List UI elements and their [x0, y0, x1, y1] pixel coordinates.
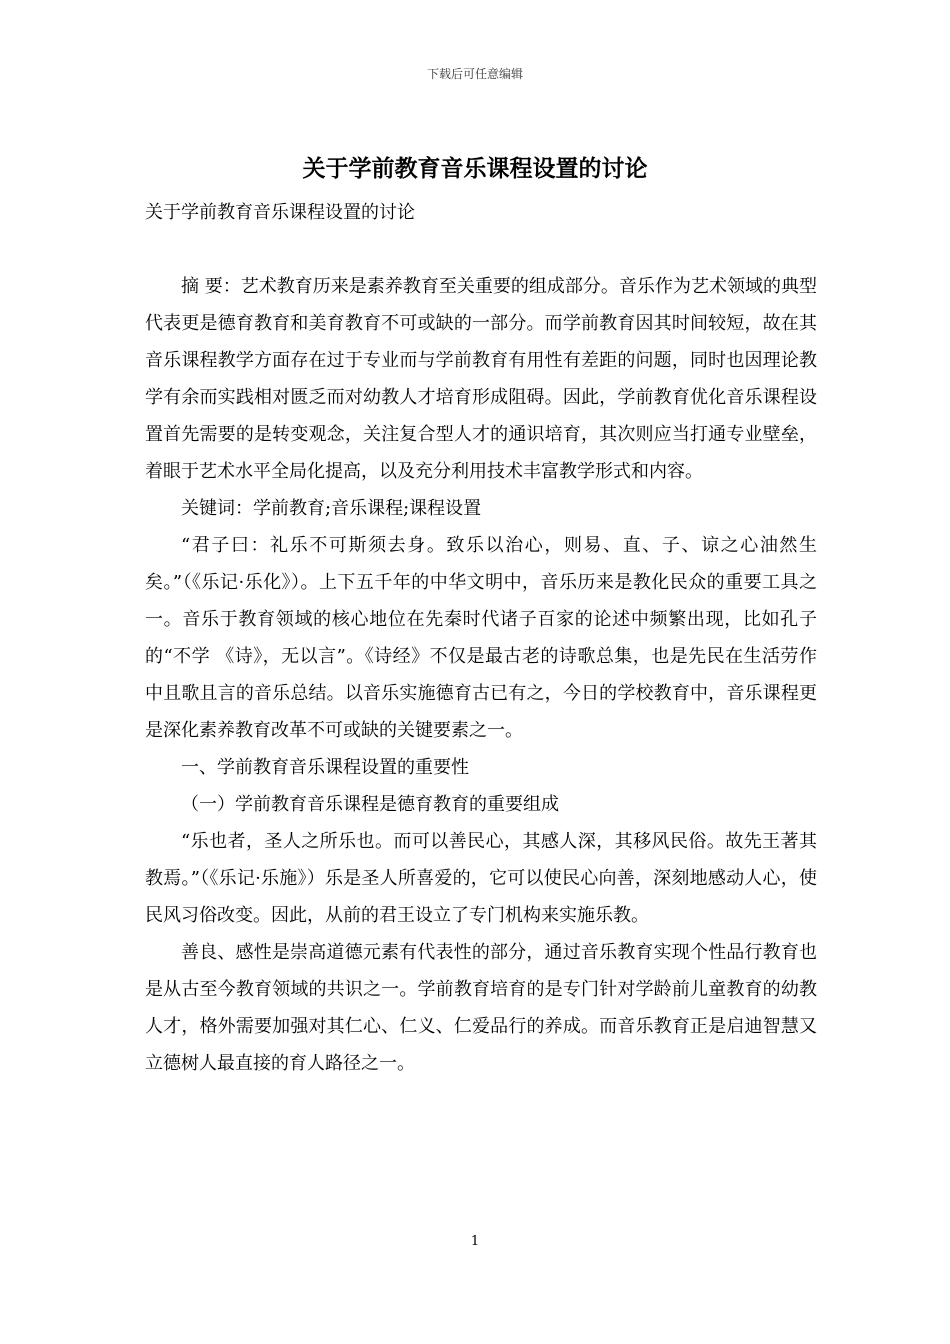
subsection-heading: （一）学前教育音乐课程是德育教育的重要组成: [181, 794, 559, 815]
document-subtitle: 关于学前教育音乐课程设置的讨论: [145, 202, 415, 223]
intro-paragraph: “君子曰：礼乐不可斯须去身。致乐以治心，则易、直、子、谅之心油然生矣。”（《乐记·乐化》）。上下五千年的中华文明中，音乐历来是教化民众的重要工具之一。音乐于教育领域的核心地位在先秦时代诸子百家的论述中频繁出现，比如孔子的“不学 《诗》，无以言”。《诗经》不仅是最古老的诗歌总集，也是先民在生活劳作中且歌且言的音乐总结。以音乐实施德育古已有之，今日的学校教育中，音乐课程更是深化素养教育改革不可或缺的关键要素之一。: [145, 535, 817, 741]
abstract-paragraph: 摘 要：艺术教育历来是素养教育至关重要的组成部分。音乐作为艺术领域的典型代表更是德育教育和美育教育不可或缺的一部分。而学前教育因其时间较短，故在其音乐课程教学方面存在过于专业而与学前教育有用性有差距的问题，同时也因理论教学有余而实践相对匮乏而对幼教人才培育形成阻碍。因此，学前教育优化音乐课程设置首先需要的是转变观念，关注复合型人才的通识培育，其次则应当打通专业壁垒，着眼于艺术水平全局化提高，以及充分利用技术丰富教学形式和内容。: [145, 276, 817, 482]
section-heading: 一、学前教育音乐课程设置的重要性: [181, 757, 469, 778]
document-title: 关于学前教育音乐课程设置的讨论: [302, 155, 648, 182]
page-header: 下载后可任意编辑: [426, 67, 523, 81]
body-paragraph: “乐也者，圣人之所乐也。而可以善民心，其感人深，其移风民俗。故先王著其教焉。”（《乐记·乐施》）乐是圣人所喜爱的，它可以使民心向善，深刻地感动人心，使民风习俗改变。因此，从前的君王设立了专门机构来实施乐教。: [145, 831, 817, 926]
keywords-paragraph: 关键词：学前教育;音乐课程;课程设置: [181, 498, 482, 519]
document-body: [145, 268, 817, 1082]
body-paragraph: 善良、感性是崇高道德元素有代表性的部分，通过音乐教育实现个性品行教育也是从古至今教育领域的共识之一。学前教育培育的是专门针对学龄前儿童教育的幼教人才，格外需要加强对其仁心、仁义、仁爱品行的养成。而音乐教育正是启迪智慧又立德树人最直接的育人路径之一。: [145, 942, 817, 1074]
page-number: 1: [470, 1234, 480, 1249]
